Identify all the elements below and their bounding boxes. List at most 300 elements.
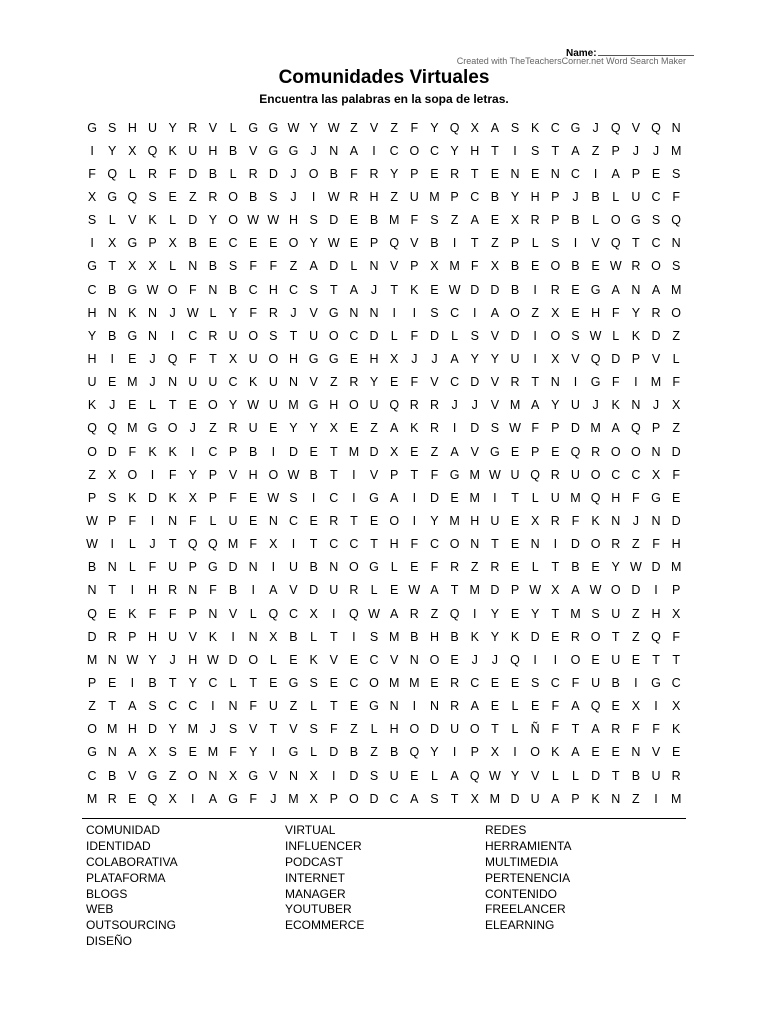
grid-letter: X [168, 236, 177, 251]
grid-letter: E [510, 513, 520, 528]
grid-letter: R [349, 375, 359, 390]
grid-letter: Y [631, 305, 641, 320]
grid-letter: D [369, 328, 379, 343]
list-item: MULTIMEDIA [485, 854, 559, 869]
grid-letter: E [551, 629, 560, 644]
grid-letter: T [329, 467, 338, 482]
grid-letter: W [287, 120, 300, 135]
name-blank-line[interactable] [598, 46, 694, 56]
grid-letter: B [571, 560, 580, 575]
grid-row [82, 671, 686, 694]
grid-letter: I [90, 236, 94, 251]
grid-row [82, 509, 686, 532]
grid-letter: O [308, 166, 319, 181]
grid-letter: E [510, 560, 520, 575]
grid-row [82, 162, 686, 185]
grid-letter: R [570, 629, 580, 644]
grid-letter: F [249, 791, 258, 806]
grid-letter: B [349, 745, 359, 760]
grid-letter: L [310, 699, 318, 714]
grid-letter: U [208, 375, 218, 390]
grid-letter: X [470, 791, 479, 806]
grid-letter: V [651, 745, 661, 760]
grid-letter: X [671, 699, 681, 714]
grid-letter: D [651, 560, 661, 575]
grid-letter: U [450, 722, 460, 737]
list-item: COMUNIDAD [86, 823, 160, 837]
grid-letter: N [530, 537, 540, 552]
grid-letter: D [470, 282, 480, 297]
grid-letter: N [349, 305, 359, 320]
grid-letter: U [510, 351, 520, 366]
grid-letter: Y [208, 213, 218, 228]
grid-letter: S [530, 675, 540, 690]
grid-letter: T [491, 722, 499, 737]
grid-letter: B [410, 629, 419, 644]
grid-letter: N [671, 120, 681, 135]
grid-letter: Q [167, 351, 178, 366]
grid-letter: C [470, 675, 480, 690]
grid-letter: V [410, 236, 419, 251]
grid-letter: N [248, 629, 258, 644]
grid-letter: M [469, 467, 480, 482]
grid-letter: D [329, 745, 339, 760]
grid-letter: G [268, 120, 279, 135]
grid-letter: N [107, 560, 117, 575]
grid-letter: I [513, 745, 517, 760]
grid-letter: U [329, 583, 339, 598]
grid-letter: S [530, 143, 540, 158]
grid-letter: R [349, 583, 359, 598]
grid-letter: P [551, 213, 560, 228]
grid-letter: P [571, 791, 580, 806]
grid-letter: D [530, 629, 540, 644]
grid-letter: Z [289, 699, 298, 714]
grid-letter: G [147, 421, 158, 436]
grid-letter: O [248, 652, 259, 667]
grid-letter: B [430, 236, 439, 251]
grid-row [82, 371, 686, 394]
grid-letter: G [369, 560, 379, 575]
grid-letter: E [631, 652, 641, 667]
grid-letter: M [86, 791, 98, 806]
grid-letter: E [108, 675, 117, 690]
grid-letter: Y [289, 421, 298, 436]
grid-letter: U [530, 791, 540, 806]
grid-letter: E [128, 791, 137, 806]
grid-letter: N [369, 305, 379, 320]
grid-letter: R [369, 166, 379, 181]
grid-letter: Q [449, 606, 460, 621]
grid-letter: H [369, 189, 379, 204]
grid-letter: U [570, 398, 580, 413]
grid-letter: I [654, 699, 658, 714]
grid-letter: N [168, 513, 178, 528]
grid-row [82, 209, 686, 232]
grid-letter: K [591, 513, 600, 528]
grid-letter: L [551, 768, 559, 783]
grid-letter: I [392, 305, 396, 320]
grid-letter: N [288, 768, 298, 783]
word-list-column-3 [485, 823, 685, 934]
grid-letter: Q [107, 421, 118, 436]
grid-letter: G [449, 467, 460, 482]
grid-letter: U [651, 768, 661, 783]
grid-letter: N [107, 652, 117, 667]
grid-letter: N [107, 305, 117, 320]
grid-letter: E [551, 444, 560, 459]
grid-letter: O [651, 259, 661, 274]
grid-letter: Y [490, 351, 500, 366]
grid-letter: E [490, 166, 500, 181]
grid-letter: S [309, 213, 318, 228]
grid-letter: W [146, 282, 159, 297]
grid-letter: J [652, 398, 660, 413]
grid-letter: Z [390, 120, 398, 135]
grid-letter: C [570, 166, 580, 181]
grid-letter: G [369, 699, 379, 714]
grid-letter: A [591, 722, 600, 737]
grid-letter: E [349, 421, 359, 436]
grid-letter: E [269, 236, 278, 251]
grid-letter: M [127, 375, 138, 390]
grid-letter: F [168, 166, 177, 181]
grid-letter: L [370, 722, 378, 737]
grid-letter: L [229, 675, 237, 690]
grid-letter: V [188, 629, 197, 644]
grid-letter: I [150, 467, 155, 482]
grid-letter: H [208, 143, 218, 158]
grid-letter: L [269, 652, 277, 667]
grid-letter: E [128, 398, 137, 413]
grid-letter: M [469, 490, 480, 505]
grid-letter: J [270, 791, 277, 806]
grid-letter: A [551, 791, 560, 806]
grid-letter: V [390, 259, 399, 274]
grid-letter: Y [430, 745, 439, 760]
grid-letter: W [126, 652, 139, 667]
grid-letter: O [349, 560, 359, 575]
grid-letter: O [671, 305, 682, 320]
grid-letter: E [530, 259, 540, 274]
grid-letter: I [573, 375, 578, 390]
grid-letter: T [329, 629, 338, 644]
grid-letter: X [530, 513, 540, 528]
grid-letter: T [370, 537, 378, 552]
grid-letter: I [412, 699, 417, 714]
grid-letter: U [309, 328, 319, 343]
grid-letter: F [571, 675, 580, 690]
grid-letter: U [248, 421, 258, 436]
grid-row [82, 324, 686, 347]
grid-letter: S [551, 236, 560, 251]
grid-letter: G [631, 213, 641, 228]
grid-letter: G [127, 328, 138, 343]
grid-letter: T [309, 537, 318, 552]
grid-letter: H [87, 305, 97, 320]
grid-letter: O [550, 328, 561, 343]
grid-letter: N [631, 745, 641, 760]
grid-letter: B [369, 213, 379, 228]
grid-letter: M [288, 791, 299, 806]
grid-letter: Q [651, 629, 661, 644]
grid-letter: V [309, 305, 318, 320]
grid-letter: T [289, 328, 298, 343]
grid-letter: N [389, 699, 399, 714]
grid-letter: X [87, 189, 97, 204]
grid-letter: X [329, 421, 338, 436]
grid-letter: E [611, 745, 620, 760]
grid-letter: M [509, 398, 521, 413]
grid-letter: A [269, 583, 278, 598]
grid-letter: B [228, 143, 238, 158]
grid-letter: V [631, 120, 641, 135]
grid-letter: O [590, 629, 601, 644]
grid-letter: V [208, 120, 218, 135]
grid-letter: I [352, 490, 356, 505]
grid-letter: E [249, 236, 258, 251]
grid-letter: X [551, 305, 560, 320]
grid-letter: G [308, 398, 319, 413]
grid-letter: U [389, 768, 399, 783]
grid-letter: F [430, 560, 439, 575]
grid-letter: B [571, 259, 580, 274]
grid-letter: F [229, 490, 237, 505]
grid-letter: J [310, 143, 317, 158]
grid-letter: T [209, 351, 217, 366]
grid-letter: X [631, 699, 641, 714]
grid-letter: G [570, 120, 581, 135]
grid-letter: A [450, 768, 459, 783]
grid-letter: E [349, 699, 359, 714]
grid-letter: S [510, 120, 520, 135]
grid-letter: Z [370, 745, 378, 760]
grid-letter: B [188, 236, 197, 251]
grid-letter: H [188, 652, 198, 667]
grid-letter: H [127, 722, 137, 737]
grid-letter: A [390, 421, 399, 436]
grid-letter: F [249, 259, 258, 274]
grid-letter: A [430, 583, 439, 598]
grid-letter: G [228, 791, 238, 806]
grid-letter: A [571, 583, 580, 598]
grid-letter: M [570, 490, 581, 505]
grid-letter: L [149, 398, 156, 413]
grid-letter: H [591, 305, 601, 320]
grid-letter: N [248, 560, 258, 575]
grid-letter: I [311, 490, 316, 505]
grid-letter: S [309, 722, 318, 737]
grid-letter: Q [510, 652, 520, 667]
grid-letter: I [533, 652, 537, 667]
grid-letter: Y [551, 398, 560, 413]
grid-letter: J [411, 351, 418, 366]
grid-letter: I [473, 305, 477, 320]
grid-letter: H [470, 513, 480, 528]
grid-letter: P [410, 259, 419, 274]
grid-letter: M [107, 722, 118, 737]
grid-letter: L [249, 606, 257, 621]
grid-letter: C [349, 675, 359, 690]
grid-letter: F [350, 166, 358, 181]
grid-letter: Z [350, 120, 358, 135]
grid-letter: U [147, 120, 157, 135]
grid-letter: S [571, 328, 580, 343]
grid-letter: E [510, 606, 520, 621]
grid-letter: O [449, 537, 460, 552]
grid-letter: M [127, 421, 138, 436]
grid-letter: X [551, 351, 560, 366]
grid-letter: T [329, 444, 338, 459]
grid-letter: H [329, 398, 339, 413]
grid-letter: A [349, 282, 359, 297]
grid-letter: I [352, 467, 356, 482]
grid-letter: J [149, 351, 156, 366]
grid-letter: I [211, 699, 215, 714]
grid-row [82, 486, 686, 509]
grid-letter: R [591, 444, 601, 459]
grid-letter: S [430, 213, 439, 228]
grid-letter: E [410, 444, 419, 459]
grid-letter: Q [349, 606, 359, 621]
grid-letter: I [271, 560, 276, 575]
grid-letter: C [329, 537, 339, 552]
grid-letter: N [550, 375, 560, 390]
grid-letter: E [108, 375, 117, 390]
grid-letter: V [289, 583, 298, 598]
grid-letter: C [208, 675, 218, 690]
grid-letter: W [408, 583, 421, 598]
grid-letter: F [551, 722, 560, 737]
grid-letter: R [268, 305, 278, 320]
grid-letter: C [208, 444, 218, 459]
grid-letter: W [368, 606, 380, 621]
grid-letter: W [186, 305, 199, 320]
grid-letter: V [490, 328, 500, 343]
grid-letter: F [672, 189, 680, 204]
grid-letter: P [450, 189, 459, 204]
grid-letter: T [108, 583, 117, 598]
grid-letter: W [327, 236, 340, 251]
grid-letter: B [249, 444, 258, 459]
grid-letter: C [228, 236, 238, 251]
grid-letter: I [191, 791, 195, 806]
grid-letter: N [188, 259, 198, 274]
grid-letter: Y [450, 143, 459, 158]
grid-letter: A [490, 120, 500, 135]
grid-letter: U [188, 375, 198, 390]
grid-letter: G [369, 490, 379, 505]
grid-letter: B [228, 583, 238, 598]
grid-letter: Z [632, 791, 640, 806]
grid-letter: H [288, 351, 298, 366]
grid-letter: J [592, 120, 599, 135]
grid-row [82, 301, 686, 324]
grid-letter: S [430, 305, 439, 320]
grid-letter: W [488, 768, 501, 783]
grid-letter: C [288, 513, 298, 528]
grid-letter: U [510, 467, 520, 482]
grid-letter: R [611, 537, 621, 552]
grid-letter: D [490, 282, 500, 297]
grid-letter: T [168, 398, 177, 413]
grid-letter: I [452, 745, 457, 760]
grid-letter: N [208, 768, 218, 783]
grid-letter: Z [470, 560, 479, 575]
grid-letter: I [372, 143, 376, 158]
grid-letter: Y [390, 166, 399, 181]
grid-letter: R [329, 513, 339, 528]
grid-letter: Z [632, 537, 640, 552]
grid-letter: F [249, 699, 258, 714]
grid-letter: J [592, 398, 599, 413]
grid-letter: X [490, 745, 500, 760]
grid-letter: L [128, 166, 136, 181]
grid-row [82, 556, 686, 579]
grid-letter: I [191, 444, 195, 459]
grid-letter: Y [228, 398, 238, 413]
list-item: OUTSOURCING [86, 918, 176, 933]
grid-letter: O [268, 351, 279, 366]
grid-letter: M [187, 722, 198, 737]
grid-letter: T [249, 675, 258, 690]
grid-letter: D [570, 421, 580, 436]
grid-letter: X [510, 213, 520, 228]
grid-letter: E [128, 351, 137, 366]
grid-letter: L [592, 213, 600, 228]
grid-letter: Q [208, 537, 218, 552]
grid-letter: S [591, 606, 600, 621]
word-search-grid [82, 116, 686, 810]
grid-letter: E [591, 745, 600, 760]
grid-letter: R [107, 629, 117, 644]
grid-letter: X [390, 444, 399, 459]
grid-letter: O [167, 282, 178, 297]
grid-letter: Y [228, 305, 238, 320]
grid-letter: Ñ [530, 722, 540, 737]
grid-letter: Y [188, 467, 197, 482]
grid-letter: N [208, 606, 218, 621]
grid-letter: V [530, 768, 540, 783]
grid-letter: I [593, 166, 598, 181]
grid-letter: E [530, 166, 540, 181]
word-list-column-1 [86, 823, 286, 950]
grid-letter: N [288, 375, 298, 390]
grid-letter: X [309, 606, 318, 621]
grid-letter: R [450, 166, 460, 181]
grid-letter: D [591, 768, 601, 783]
grid-letter: A [208, 791, 218, 806]
grid-letter: S [228, 722, 238, 737]
grid-letter: R [671, 768, 681, 783]
grid-letter: Y [470, 351, 479, 366]
grid-letter: F [168, 606, 177, 621]
grid-letter: R [510, 375, 520, 390]
grid-letter: S [148, 189, 157, 204]
grid-row [82, 255, 686, 278]
grid-row [82, 463, 686, 486]
grid-letter: T [390, 282, 398, 297]
grid-letter: C [450, 375, 460, 390]
grid-letter: F [148, 560, 157, 575]
grid-letter: U [268, 699, 278, 714]
grid-letter: R [107, 791, 117, 806]
grid-letter: T [108, 699, 117, 714]
grid-letter: M [429, 189, 440, 204]
grid-letter: Y [430, 513, 439, 528]
grid-letter: A [571, 143, 580, 158]
grid-letter: E [329, 675, 338, 690]
